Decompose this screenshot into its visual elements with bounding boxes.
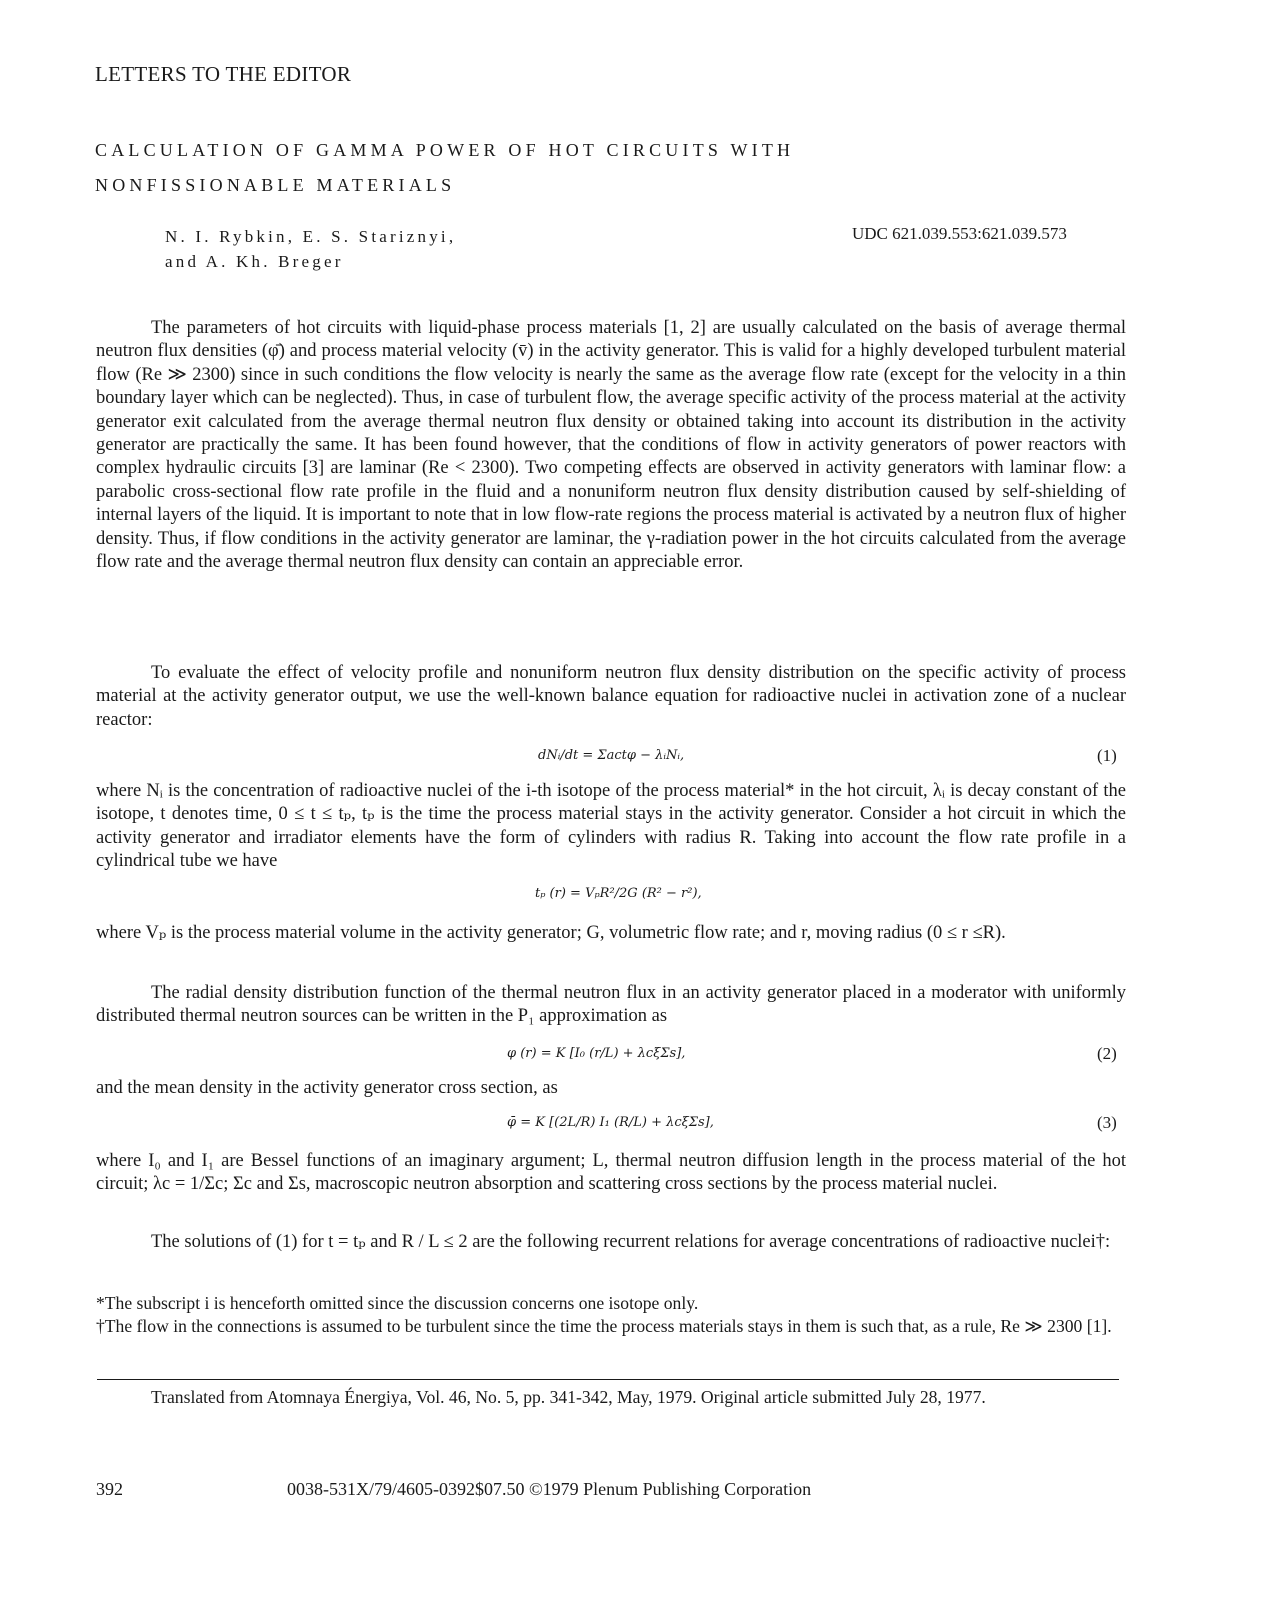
paragraph-bessel: where I₀ and I₁ are Bessel functions of an imaginary argument; L, thermal neutron diffusion length in the process material of the hot circuit; λc = 1/Σc; Σc and Σs, macroscopic neutron absorption and scattering cross sections by the process material nuclei.: [96, 1151, 1126, 1195]
footnote-divider: [97, 1379, 1119, 1380]
footnote-dagger: †The flow in the connections is assumed to be turbulent since the time the process materials stays in them is such that, as a rule, Re ≫ 2300 [1].: [96, 1316, 1112, 1336]
authors-line-2: and A. Kh. Breger: [165, 252, 344, 271]
equation-3-number: (3): [1097, 1113, 1117, 1132]
footnote-star: *The subscript i is henceforth omitted since the discussion concerns one isotope only.: [96, 1293, 699, 1313]
paragraph-volume: where Vₚ is the process material volume in the activity generator; G, volumetric flow rate; and r, moving radius (0 ≤ r ≤R).: [96, 923, 1006, 943]
equation-residence-time: tₚ (r) = VₚR²/2G (R² − r²),: [535, 886, 702, 901]
paragraph-definitions: where Nᵢ is the concentration of radioactive nuclei of the i-th isotope of the process material* in the hot circuit, λᵢ is decay constant of the isotope, t denotes time, 0 ≤ t ≤ tₚ, tₚ is the time the process material stays in the activity generator. Consider a hot circuit in which the activity generator and irradiator elements have the form of cylinders with radius R. Taking into account the flow rate profile in a cylindrical tube we have: [96, 781, 1126, 872]
article-title-line-1: CALCULATION OF GAMMA POWER OF HOT CIRCUITS WITH: [95, 140, 795, 160]
paragraph-mean-density: and the mean density in the activity generator cross section, as: [96, 1078, 558, 1098]
authors-line-1: N. I. Rybkin, E. S. Stariznyi,: [165, 227, 457, 246]
copyright-line: 0038-531X/79/4605-0392$07.50 ©1979 Plenum Publishing Corporation: [287, 1479, 812, 1499]
paragraph-balance-equation: To evaluate the effect of velocity profile and nonuniform neutron flux density distribution on the specific activity of process material at the activity generator output, we use the well-known balance equation for radioactive nuclei in activation zone of a nuclear reactor:: [96, 663, 1126, 730]
equation-3: φ̄ = K [(2L/R) I₁ (R/L) + λcξΣs],: [507, 1115, 714, 1130]
equation-1-number: (1): [1097, 746, 1117, 765]
equation-1: dNᵢ/dt = Σactφ − λᵢNᵢ,: [538, 748, 685, 763]
paragraph-introduction: The parameters of hot circuits with liquid-phase process materials [1, 2] are usually calculated on the basis of average thermal neutron flux densities (φ̄) and process material velocity (v̄) in the activity generator. This is valid for a highly developed turbulent material flow (Re ≫ 2300) since in such conditions the flow velocity is nearly the same as the average flow rate (except for the velocity in a thin boundary layer which can be neglected). Thus, in case of turbulent flow, the average specific activity of the process material at the activity generator exit calculated from the average thermal neutron flux density or obtained taking into account its distribution in the activity generator are practically the same. It has been found however, that the conditions of flow in activity generators of power reactors with complex hydraulic circuits [3] are laminar (Re < 2300). Two competing effects are observed in activity generators with laminar flow: a parabolic cross-sectional flow rate profile in the fluid and a nonuniform neutron flux density distribution caused by self-shielding of internal layers of the liquid. It is important to note that in low flow-rate regions the process material is activated by a neutron flux of higher density. Thus, if flow conditions in the activity generator are laminar, the γ-radiation power in the hot circuits calculated from the average flow rate and the average thermal neutron flux density can contain an appreciable error.: [96, 318, 1126, 573]
paragraph-radial-distribution: The radial density distribution function of the thermal neutron flux in an activity generator placed in a moderator with uniformly distributed thermal neutron sources can be written in the P₁ approximation as: [96, 983, 1126, 1027]
page-number: 392: [96, 1479, 123, 1499]
section-heading: LETTERS TO THE EDITOR: [95, 62, 352, 86]
equation-2-number: (2): [1097, 1044, 1117, 1063]
paragraph-solutions: The solutions of (1) for t = tₚ and R / L ≤ 2 are the following recurrent relations for average concentrations of radioactive nuclei†:: [151, 1232, 1111, 1252]
article-title-line-2: NONFISSIONABLE MATERIALS: [95, 175, 456, 195]
equation-2: φ (r) = K [I₀ (r/L) + λcξΣs],: [507, 1046, 686, 1061]
udc-code: UDC 621.039.553:621.039.573: [852, 224, 1067, 243]
translation-note: Translated from Atomnaya Énergiya, Vol. 46, No. 5, pp. 341-342, May, 1979. Original article submitted July 28, 1977.: [151, 1387, 986, 1407]
